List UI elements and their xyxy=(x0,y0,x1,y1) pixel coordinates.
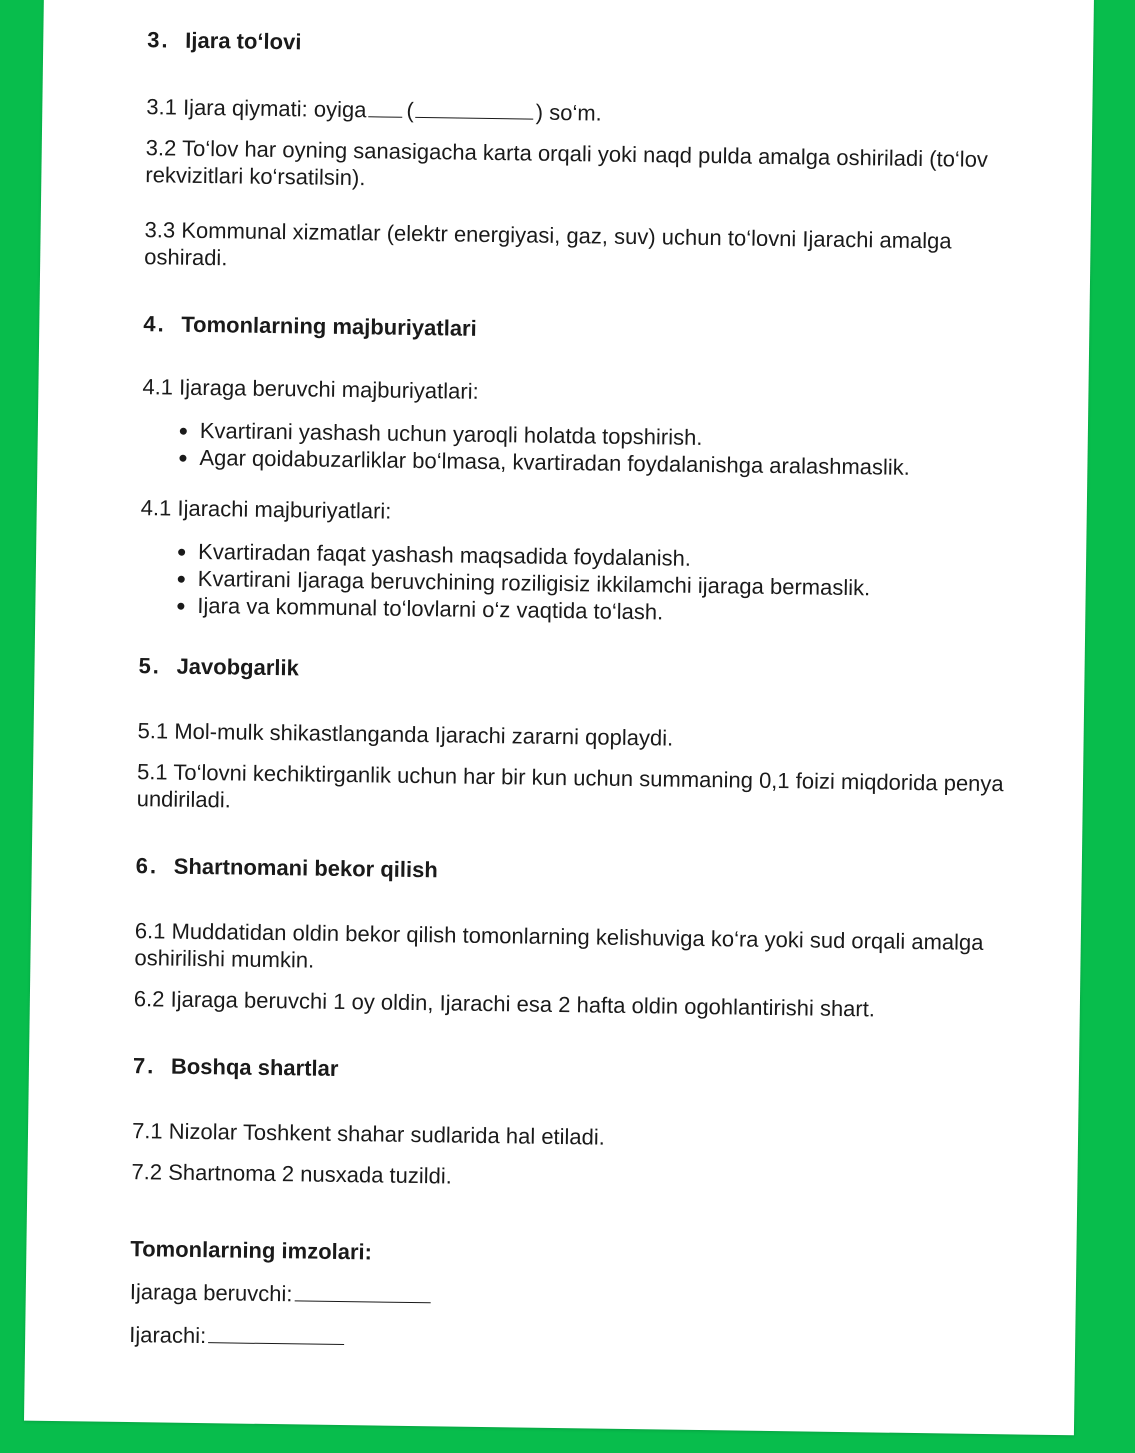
document-content xyxy=(129,26,1027,1360)
landlord-signature-blank[interactable] xyxy=(294,1280,430,1303)
clause-6-2: 6.2 Ijaraga beruvchi 1 oy oldin, Ijarachi esa 2 hafta oldin ogohlantirishi shart. xyxy=(133,986,876,1022)
clause-3-3: 3.3 Kommunal xizmatlar (elektr energiyasi, gaz, suv) uchun to‘lovni Ijarachi amalga oshiradi. xyxy=(144,217,952,271)
section-5-title: Javobgarlik xyxy=(176,653,299,681)
document-page xyxy=(24,0,1094,1435)
clause-3-1-label: 3.1 Ijara qiymati: oyiga xyxy=(146,94,367,123)
tenant-signature-blank[interactable] xyxy=(208,1322,344,1345)
section-4-title: Tomonlarning majburiyatlari xyxy=(181,311,477,341)
amount-in-words-blank[interactable] xyxy=(416,97,534,120)
section-3-number: 3. xyxy=(147,27,170,53)
section-7-heading xyxy=(133,1052,1013,1091)
clause-7-2: 7.2 Shartnoma 2 nusxada tuzildi. xyxy=(131,1159,453,1189)
clause-3-1-suffix: ) so‘m. xyxy=(535,99,602,126)
clause-4-1-title: 4.1 Ijaraga beruvchi majburiyatlari: xyxy=(142,374,479,404)
signatures-title: Tomonlarning imzolari: xyxy=(130,1236,373,1265)
landlord-signature-line xyxy=(130,1278,1010,1317)
section-5-heading xyxy=(138,652,1018,691)
section-5-number: 5. xyxy=(138,653,162,679)
landlord-label: Ijaraga beruvchi: xyxy=(129,1279,293,1307)
list-item: • Agar qoidabuzarliklar bo‘lmasa, kvartiradan foydalanishga aralashmaslik. xyxy=(199,444,1021,482)
list-item: • Kvartirani Ijaraga beruvchining roziligisiz ikkilamchi ijaraga bermaslik. xyxy=(198,565,1020,603)
section-4-heading xyxy=(143,310,1023,349)
section-6-heading xyxy=(136,852,1016,891)
clause-5-2: 5.1 To‘lovni kechiktirganlik uchun har bir kun uchun summaning 0,1 foizi miqdorida penya undiriladi. xyxy=(136,759,1004,813)
section-6-title: Shartnomani bekor qilish xyxy=(173,853,438,883)
section-4-number: 4. xyxy=(143,311,166,337)
section-7-title: Boshqa shartlar xyxy=(170,1053,339,1081)
clause-7-1: 7.1 Nizolar Toshkent shahar sudlarida hal etiladi. xyxy=(131,1118,606,1150)
clause-5-1: 5.1 Mol-mulk shikastlanganda Ijarachi zararni qoplaydi. xyxy=(137,718,674,751)
list-item: • Kvartirani yashash uchun yaroqli holatda topshirish. xyxy=(200,417,1022,455)
paren-open: ( xyxy=(406,97,414,123)
tenant-label: Ijarachi: xyxy=(129,1322,207,1349)
section-7-number: 7. xyxy=(132,1053,156,1079)
section-3-title: Ijara to‘lovi xyxy=(185,27,302,55)
section-3-heading xyxy=(147,26,1027,65)
monthly-amount-blank[interactable] xyxy=(368,96,402,117)
tenant-obligations-list xyxy=(139,537,1020,630)
section-6-number: 6. xyxy=(135,853,159,879)
clause-4-2-title: 4.1 Ijarachi majburiyatlari: xyxy=(140,495,392,524)
list-item: • Kvartiradan faqat yashash maqsadida foydalanish. xyxy=(198,538,1020,576)
clause-3-2: 3.2 To‘lov har oyning sanasigacha karta orqali yoki naqd pulda amalga oshiriladi (to‘lov rekvizitlari ko‘rsatilsin). xyxy=(145,135,989,191)
tenant-signature-line xyxy=(129,1321,1009,1360)
landlord-obligations-list xyxy=(141,416,1022,482)
clause-3-1 xyxy=(146,93,1026,132)
clause-6-1: 6.1 Muddatidan oldin bekor qilish tomonlarning kelishuviga ko‘ra yoki sud orqali amalga oshirilishi mumkin. xyxy=(134,918,984,973)
list-item: • Ijara va kommunal to‘lovlarni o‘z vaqtida to‘lash. xyxy=(197,592,1019,630)
